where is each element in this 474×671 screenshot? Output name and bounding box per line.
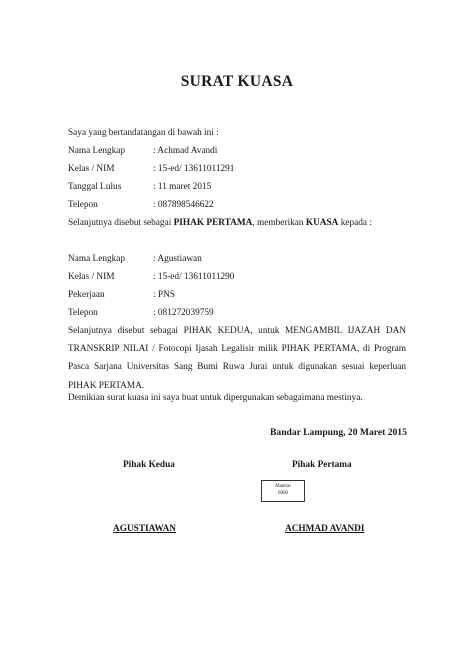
kedua-label-job: Pekerjaan	[68, 290, 105, 300]
closing-text: Demikian surat kuasa ini saya buat untuk dipergunakan sebagaimana mestinya.	[68, 393, 363, 403]
signature-name-kedua: AGUSTIAWAN	[113, 524, 177, 534]
pertama-label-name: Nama Lengkap	[68, 146, 126, 156]
statement-line	[68, 218, 372, 228]
pertama-label-phone: Telepon	[68, 200, 98, 210]
pertama-value-phone: : 087898546622	[153, 200, 214, 210]
body-paragraph: Selanjutnya disebut sebagai PIHAK KEDUA, untuk MENGAMBIL IJAZAH DAN TRANSKRIP NILAI / Fotocopi Ijasah Legalisir milik PIHAK PERTAMA, di Program Pasca Sarjana Universitas Sang Bumi Ruwa Jurai untuk digunakan sesuai keperluan PIHAK PERTAMA.	[68, 326, 406, 391]
intro-text: Saya yang bertandatangan di bawah ini :	[68, 128, 219, 138]
kedua-value-phone: : 081272039759	[153, 308, 214, 318]
stamp-text-2: 6000	[278, 490, 288, 496]
materai-stamp	[261, 480, 305, 502]
statement-post: kepada :	[338, 218, 372, 228]
kedua-value-nim: : 15-ed/ 13611011290	[153, 272, 235, 282]
statement-mid: , memberikan	[252, 218, 306, 228]
kedua-value-job: : PNS	[153, 290, 175, 300]
signature-title-kedua: Pihak Kedua	[123, 460, 175, 470]
pertama-label-nim: Kelas / NIM	[68, 164, 115, 174]
pertama-value-name: : Achmad Avandi	[153, 146, 218, 156]
pertama-value-graduation: : 11 maret 2015	[153, 182, 212, 192]
pertama-value-nim: : 15-ed/ 13611011291	[153, 164, 235, 174]
kedua-label-phone: Telepon	[68, 308, 98, 318]
statement-kuasa: KUASA	[305, 218, 339, 228]
place-date: Bandar Lampung, 20 Maret 2015	[270, 427, 407, 438]
kedua-value-name: : Agustiawan	[153, 254, 202, 264]
letter-title: SURAT KUASA	[180, 73, 294, 90]
signature-title-pertama: Pihak Pertama	[292, 460, 352, 470]
signature-name-pertama: ACHMAD AVANDI	[285, 524, 365, 534]
statement-pre: Selanjutnya disebut sebagai	[68, 218, 174, 228]
pertama-label-graduation: Tanggal Lulus	[68, 182, 122, 192]
kedua-label-name: Nama Lengkap	[68, 254, 126, 264]
kedua-label-nim: Kelas / NIM	[68, 272, 115, 282]
stamp-text-1: Materai	[275, 484, 291, 489]
statement-party: PIHAK PERTAMA	[173, 218, 253, 228]
